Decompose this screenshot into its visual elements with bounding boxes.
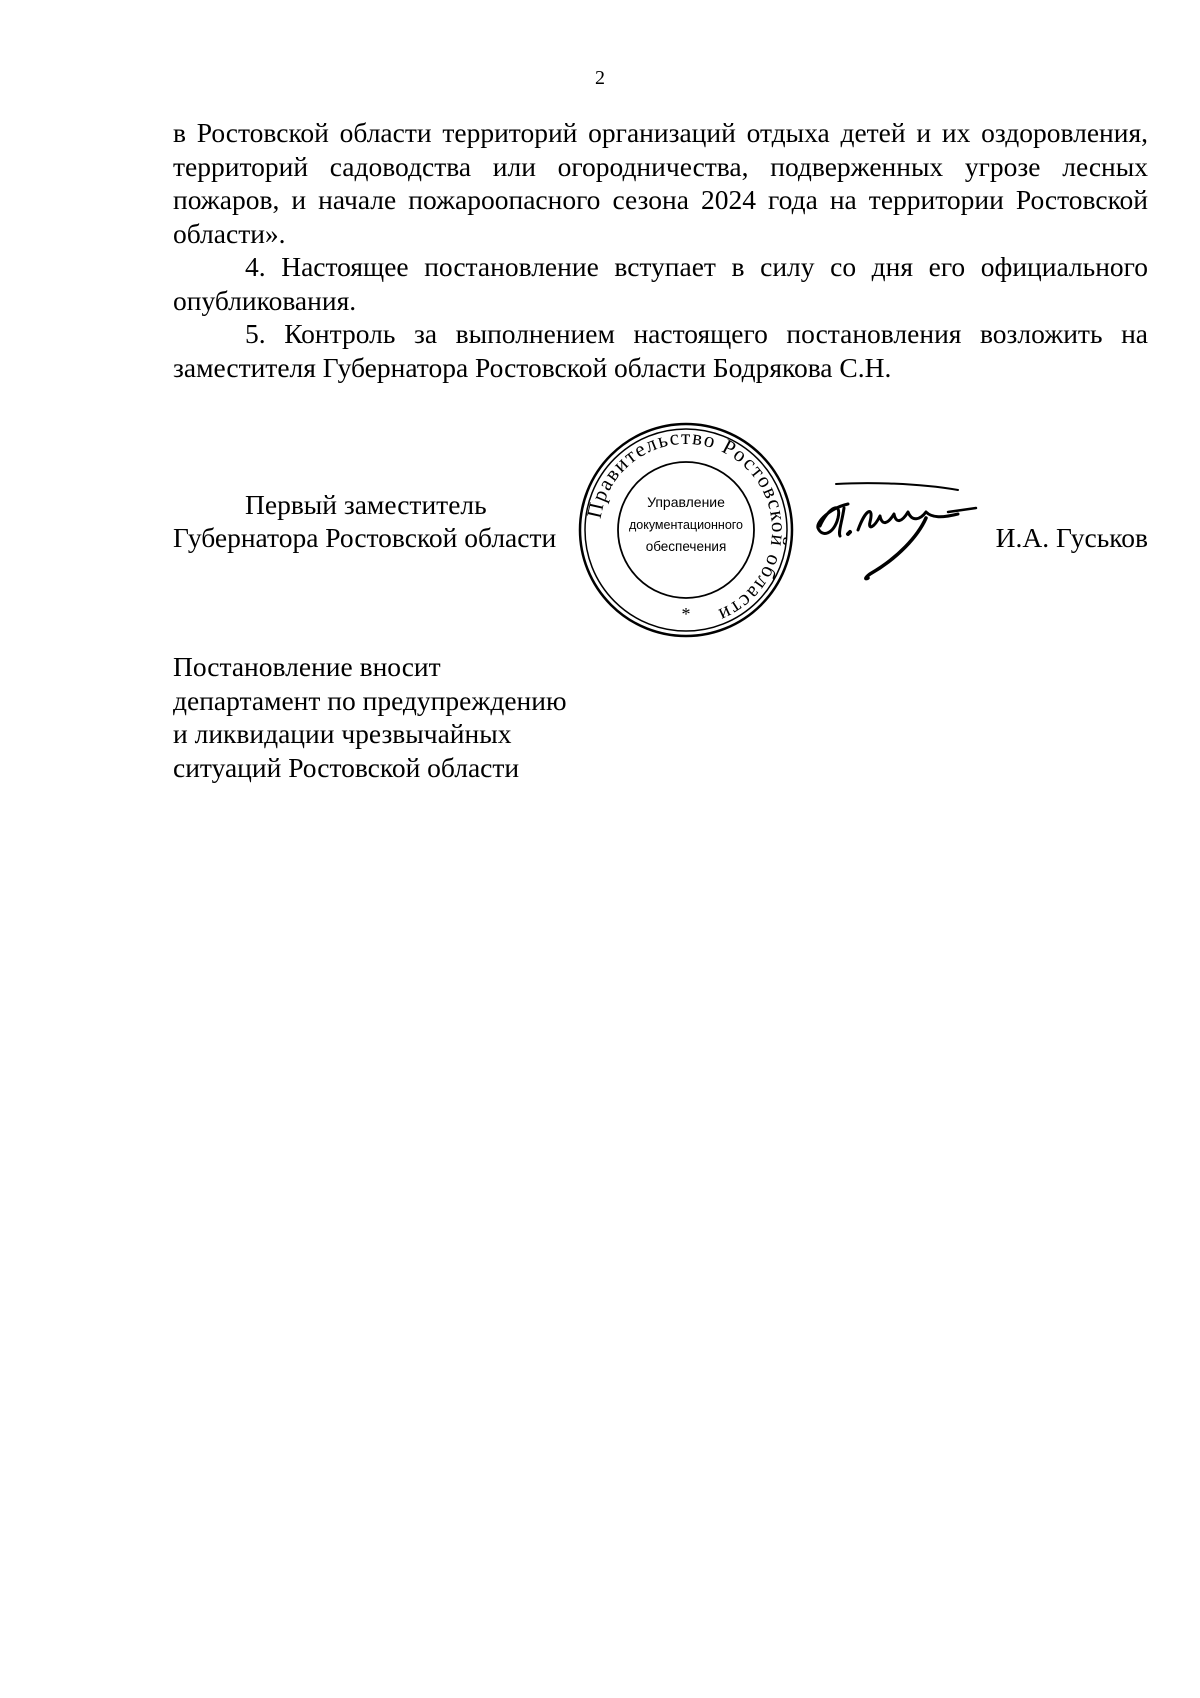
signatory-title-line2: Губернатора Ростовской области — [173, 522, 557, 553]
handwritten-signature — [808, 478, 984, 588]
stamp-outer-text: Правительство Ростовской области — [581, 424, 792, 629]
paragraph-continuation: в Ростовской области территорий организаций отдыха детей и их оздоровления, территорий садоводства или огородничества, подверженных угрозе лесных пожаров, и начале пожароопасного сезона 2024 года на территории Ростовской области». — [173, 117, 1148, 249]
stamp-inner-line3: обеспечения — [645, 539, 727, 554]
submitter-line: ситуаций Ростовской области — [173, 751, 520, 783]
signatory-name: И.А. Гуськов — [995, 522, 1148, 553]
submitter-note — [173, 650, 673, 784]
page-number: 2 — [595, 67, 605, 89]
official-stamp — [578, 422, 794, 638]
stamp-inner-line1: Управление — [647, 494, 725, 510]
submitter-line: Постановление вносит — [173, 651, 441, 682]
submitter-line: и ликвидации чрезвычайных — [173, 718, 512, 749]
stamp-star: * — [681, 604, 691, 624]
stamp-inner-line2: документационного — [628, 518, 744, 532]
paragraph-item-5: 5. Контроль за выполнением настоящего постановления возложить на заместителя Губернатора Ростовской области Бодрякова С.Н. — [173, 318, 1148, 383]
signatory-title-line1: Первый заместитель — [245, 489, 487, 520]
submitter-line: департамент по предупреждению — [173, 684, 567, 716]
document-body — [173, 116, 1148, 384]
paragraph-item-4: 4. Настоящее постановление вступает в силу со дня его официального опубликования. — [173, 251, 1148, 316]
